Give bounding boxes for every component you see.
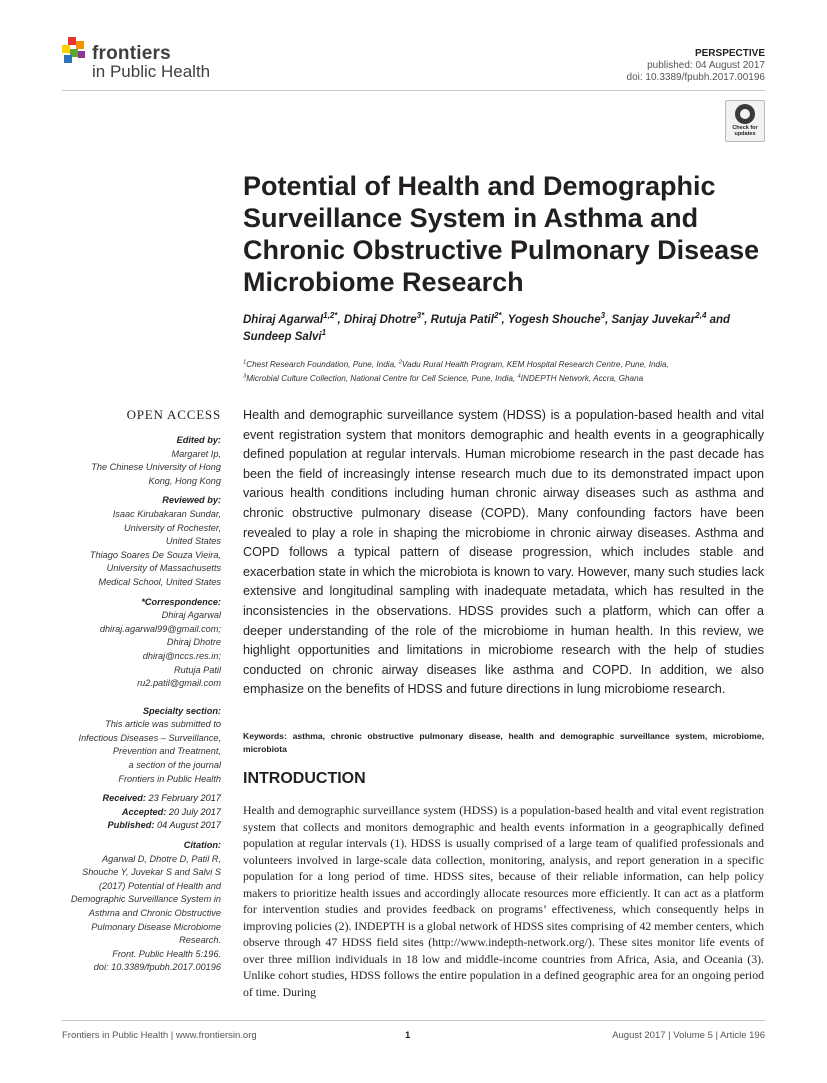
sidebar-line: Dhiraj Dhotre [166, 637, 221, 648]
date-row [62, 819, 221, 833]
logo-square-blue [64, 55, 72, 63]
keywords-label: Keywords: [243, 731, 287, 741]
article-type: PERSPECTIVE [694, 48, 765, 59]
footer-divider [62, 1020, 765, 1021]
sidebar-line[interactable]: ru2.patil@gmail.com [137, 678, 221, 689]
journal-logo [62, 37, 242, 85]
affiliation-text: INDEPTH Network, Accra, Ghana [520, 374, 644, 383]
section-heading-introduction: INTRODUCTION [243, 770, 366, 787]
sidebar-line: Shouche Y, Juvekar S and Salvi S [82, 867, 221, 878]
sidebar-line: Front. Public Health 5:196. [112, 948, 221, 959]
article-sidebar [62, 406, 221, 975]
affiliation-marker: 1 [243, 359, 247, 366]
reviewed-by-label: Reviewed by: [162, 495, 221, 506]
author-name: Rutuja Patil [430, 314, 494, 326]
sidebar-line: Isaac Kirubakaran Sundar, [112, 508, 221, 519]
specialty-label: Specialty section: [142, 705, 221, 716]
edited-by-list [62, 448, 221, 489]
logo-square-purple [78, 51, 85, 58]
date-label: Received: [102, 793, 149, 804]
affiliation-marker: 3 [243, 373, 247, 380]
sidebar-line: Frontiers in Public Health [118, 773, 221, 784]
sidebar-line[interactable]: dhiraj@nccs.res.in; [142, 650, 221, 661]
author-affiliation-marker: 2* [493, 311, 502, 321]
sidebar-line: Thiago Soares De Souza Vieira, [89, 549, 221, 560]
edited-by-label: Edited by: [176, 435, 221, 445]
date-value: 04 August 2017 [156, 820, 221, 831]
sidebar-line: Prevention and Treatment, [112, 746, 221, 757]
sidebar-line: Agarwal D, Dhotre D, Patil R, [102, 853, 221, 864]
author-affiliation-marker: 1 [321, 328, 327, 338]
citation-list [62, 853, 221, 975]
header-divider [62, 90, 765, 91]
logo-square-red [68, 37, 76, 45]
author-affiliation-marker: 3 [600, 311, 606, 321]
logo-square-yellow [62, 45, 70, 53]
sidebar-line: Rutuja Patil [174, 664, 221, 675]
reviewed-by-list [62, 508, 221, 590]
check-updates-icon [735, 104, 755, 124]
affiliation-marker: 2 [398, 359, 402, 366]
sidebar-line: Demographic Surveillance System in [70, 894, 221, 905]
sidebar-line: Margaret Ip, [171, 448, 221, 459]
date-value: 20 July 2017 [168, 806, 221, 817]
sidebar-line: University of Massachusetts [106, 563, 221, 574]
doi[interactable]: doi: 10.3389/fpubh.2017.00196 [626, 72, 765, 83]
sidebar-line[interactable]: doi: 10.3389/fpubh.2017.00196 [93, 962, 221, 973]
introduction-text: Health and demographic surveillance system (HDSS) is a population-based health and vital event registration system that collects and monitors demographic and health events information in a geographically defined population at regular intervals (1). HDSS is usually comprised of a large team of qualified professionals and volunteers involved in large-scale data collection, monitoring, analysis, and report generation in a specific population for a long period of time. HDSS sites, because of their reliable information, can help policy makers to prioritize health issues and accordingly allocate resources more efficiently. It can act as a platform for intervention studies and provides feedback on programs’ effectiveness, which consequently helps in improving policies (2). INDEPTH is a global network of HDSS sites comprising of 42 member centers, which observe through 47 HDSS field sites (http://www.indepth-network.org/). These sites monitor life events of over three million individuals in 18 low and middle-income countries from Africa, Asia, and Oceania (3). Unlike cohort studies, HDSS follows the entire population in a defined geographic area for an ongoing period of time. During [243, 803, 764, 999]
author-name: Dhiraj Dhotre [343, 314, 417, 326]
affiliation-text: Chest Research Foundation, Pune, India, [246, 360, 399, 369]
author-name: Sanjay Juvekar [611, 314, 696, 326]
sidebar-line: Pulmonary Disease Microbiome [91, 921, 221, 932]
page-number: 1 [405, 1030, 411, 1041]
affiliation-marker: 4 [517, 373, 521, 380]
author-affiliation-marker: 1,2* [323, 311, 338, 321]
check-updates-label: Check for updates [732, 125, 758, 137]
sidebar-line[interactable]: dhiraj.agarwal99@gmail.com; [99, 623, 221, 634]
sidebar-line: a section of the journal [128, 760, 221, 771]
specialty-list [62, 718, 221, 786]
affiliation-list [243, 358, 768, 386]
sidebar-line: University of Rochester, [123, 522, 221, 533]
author-name: Dhiraj Agarwal [243, 314, 324, 326]
open-access-label: OPEN ACCESS [126, 407, 221, 422]
affiliation-text: Microbial Culture Collection, National Centre for Cell Science, Pune, India, [246, 374, 518, 383]
affiliation-text: Vadu Rural Health Program, KEM Hospital Research Centre, Pune, India, [401, 360, 669, 369]
sidebar-line: (2017) Potential of Health and [98, 880, 221, 891]
sidebar-line: Asthma and Chronic Obstructive [88, 908, 221, 918]
frontiers-logo-icon [62, 37, 88, 67]
sidebar-line: United States [165, 536, 221, 547]
correspondence-label: *Correspondence: [141, 596, 221, 607]
date-value: 23 February 2017 [148, 793, 221, 804]
article-meta [627, 48, 765, 84]
abstract: Health and demographic surveillance system (HDSS) is a population-based health and vital event registration system that monitors demographic and health events in a geographically defined population at regular intervals. Human microbiome research in the past decade has been the field of increasingly intense research much due to its demonstrated impact upon various health conditions including human chronic airway diseases such as asthma and chronic obstructive pulmonary disease (COPD). Many confounding factors have been revealed to play a role in shaping the microbiome in chronic airway diseases. Asthma and COPD follows a typical pattern of disease progression, which includes stable and exacerbation state in which the microbiota is known to vary. However, many such studies lack extensive and longitudinal sampling with inadequate metadata, which has resulted in the inconsistencies in the observations. HDSS provides such a platform, which can offer a deeper understanding of the role of the microbiome in human health. In this review, we highlight opportunities and limitations in microbiome research with the help of studies conducted on chronic airway diseases like asthma and COPD. In addition, we also emphasize on the benefits of HDSS and future directions in lung microbiome research. [243, 408, 764, 697]
sidebar-line: Research. [179, 935, 221, 946]
check-for-updates-badge[interactable] [725, 100, 765, 142]
keywords-text: asthma, chronic obstructive pulmonary disease, health and demographic surveillance system, microbiome, microbiota [243, 731, 764, 754]
author-affiliation-marker: 3* [416, 311, 425, 321]
sidebar-line: Medical School, United States [98, 576, 221, 587]
sidebar-line: Kong, Hong Kong [148, 475, 221, 486]
sidebar-line: This article was submitted to [105, 719, 221, 730]
keywords [243, 730, 764, 755]
author-name: Sundeep Salvi [243, 331, 322, 343]
author-list: Dhiraj Agarwal$^{1,2*}$, Dhiraj Dhotre$^{3*}$, Rutuja Patil$^{2*}$, Yogesh Shouche$^3$, Sanjay Juvekar$^{2,4}$ and Sundeep Salvi$^1$ [243, 311, 731, 343]
sidebar-line: The Chinese University of Hong [91, 462, 221, 473]
date-row [62, 806, 221, 820]
journal-name-line1: frontiers [92, 43, 171, 64]
sidebar-line: Infectious Diseases – Surveillance, [78, 732, 221, 743]
correspondence-list [62, 609, 221, 691]
date-row [62, 792, 221, 806]
citation-label: Citation: [183, 840, 221, 851]
article-title: Potential of Health and Demographic Surveillance System in Asthma and Chronic Obstructive Pulmonary Disease Microbiome Research [243, 171, 760, 297]
published-date: published: 04 August 2017 [647, 60, 765, 71]
dates-list [62, 792, 221, 833]
footer-issue-info: August 2017 | Volume 5 | Article 196 [612, 1030, 765, 1041]
author-name: Yogesh Shouche [507, 314, 601, 326]
logo-square-orange [76, 41, 84, 49]
date-label: Published: [107, 820, 157, 831]
footer-journal-link[interactable]: Frontiers in Public Health | www.frontiersin.org [62, 1030, 257, 1041]
author-affiliation-marker: 2,4 [695, 311, 707, 321]
journal-name-line2: in Public Health [92, 62, 211, 81]
sidebar-line: Dhiraj Agarwal [161, 610, 221, 621]
date-label: Accepted: [121, 806, 169, 817]
